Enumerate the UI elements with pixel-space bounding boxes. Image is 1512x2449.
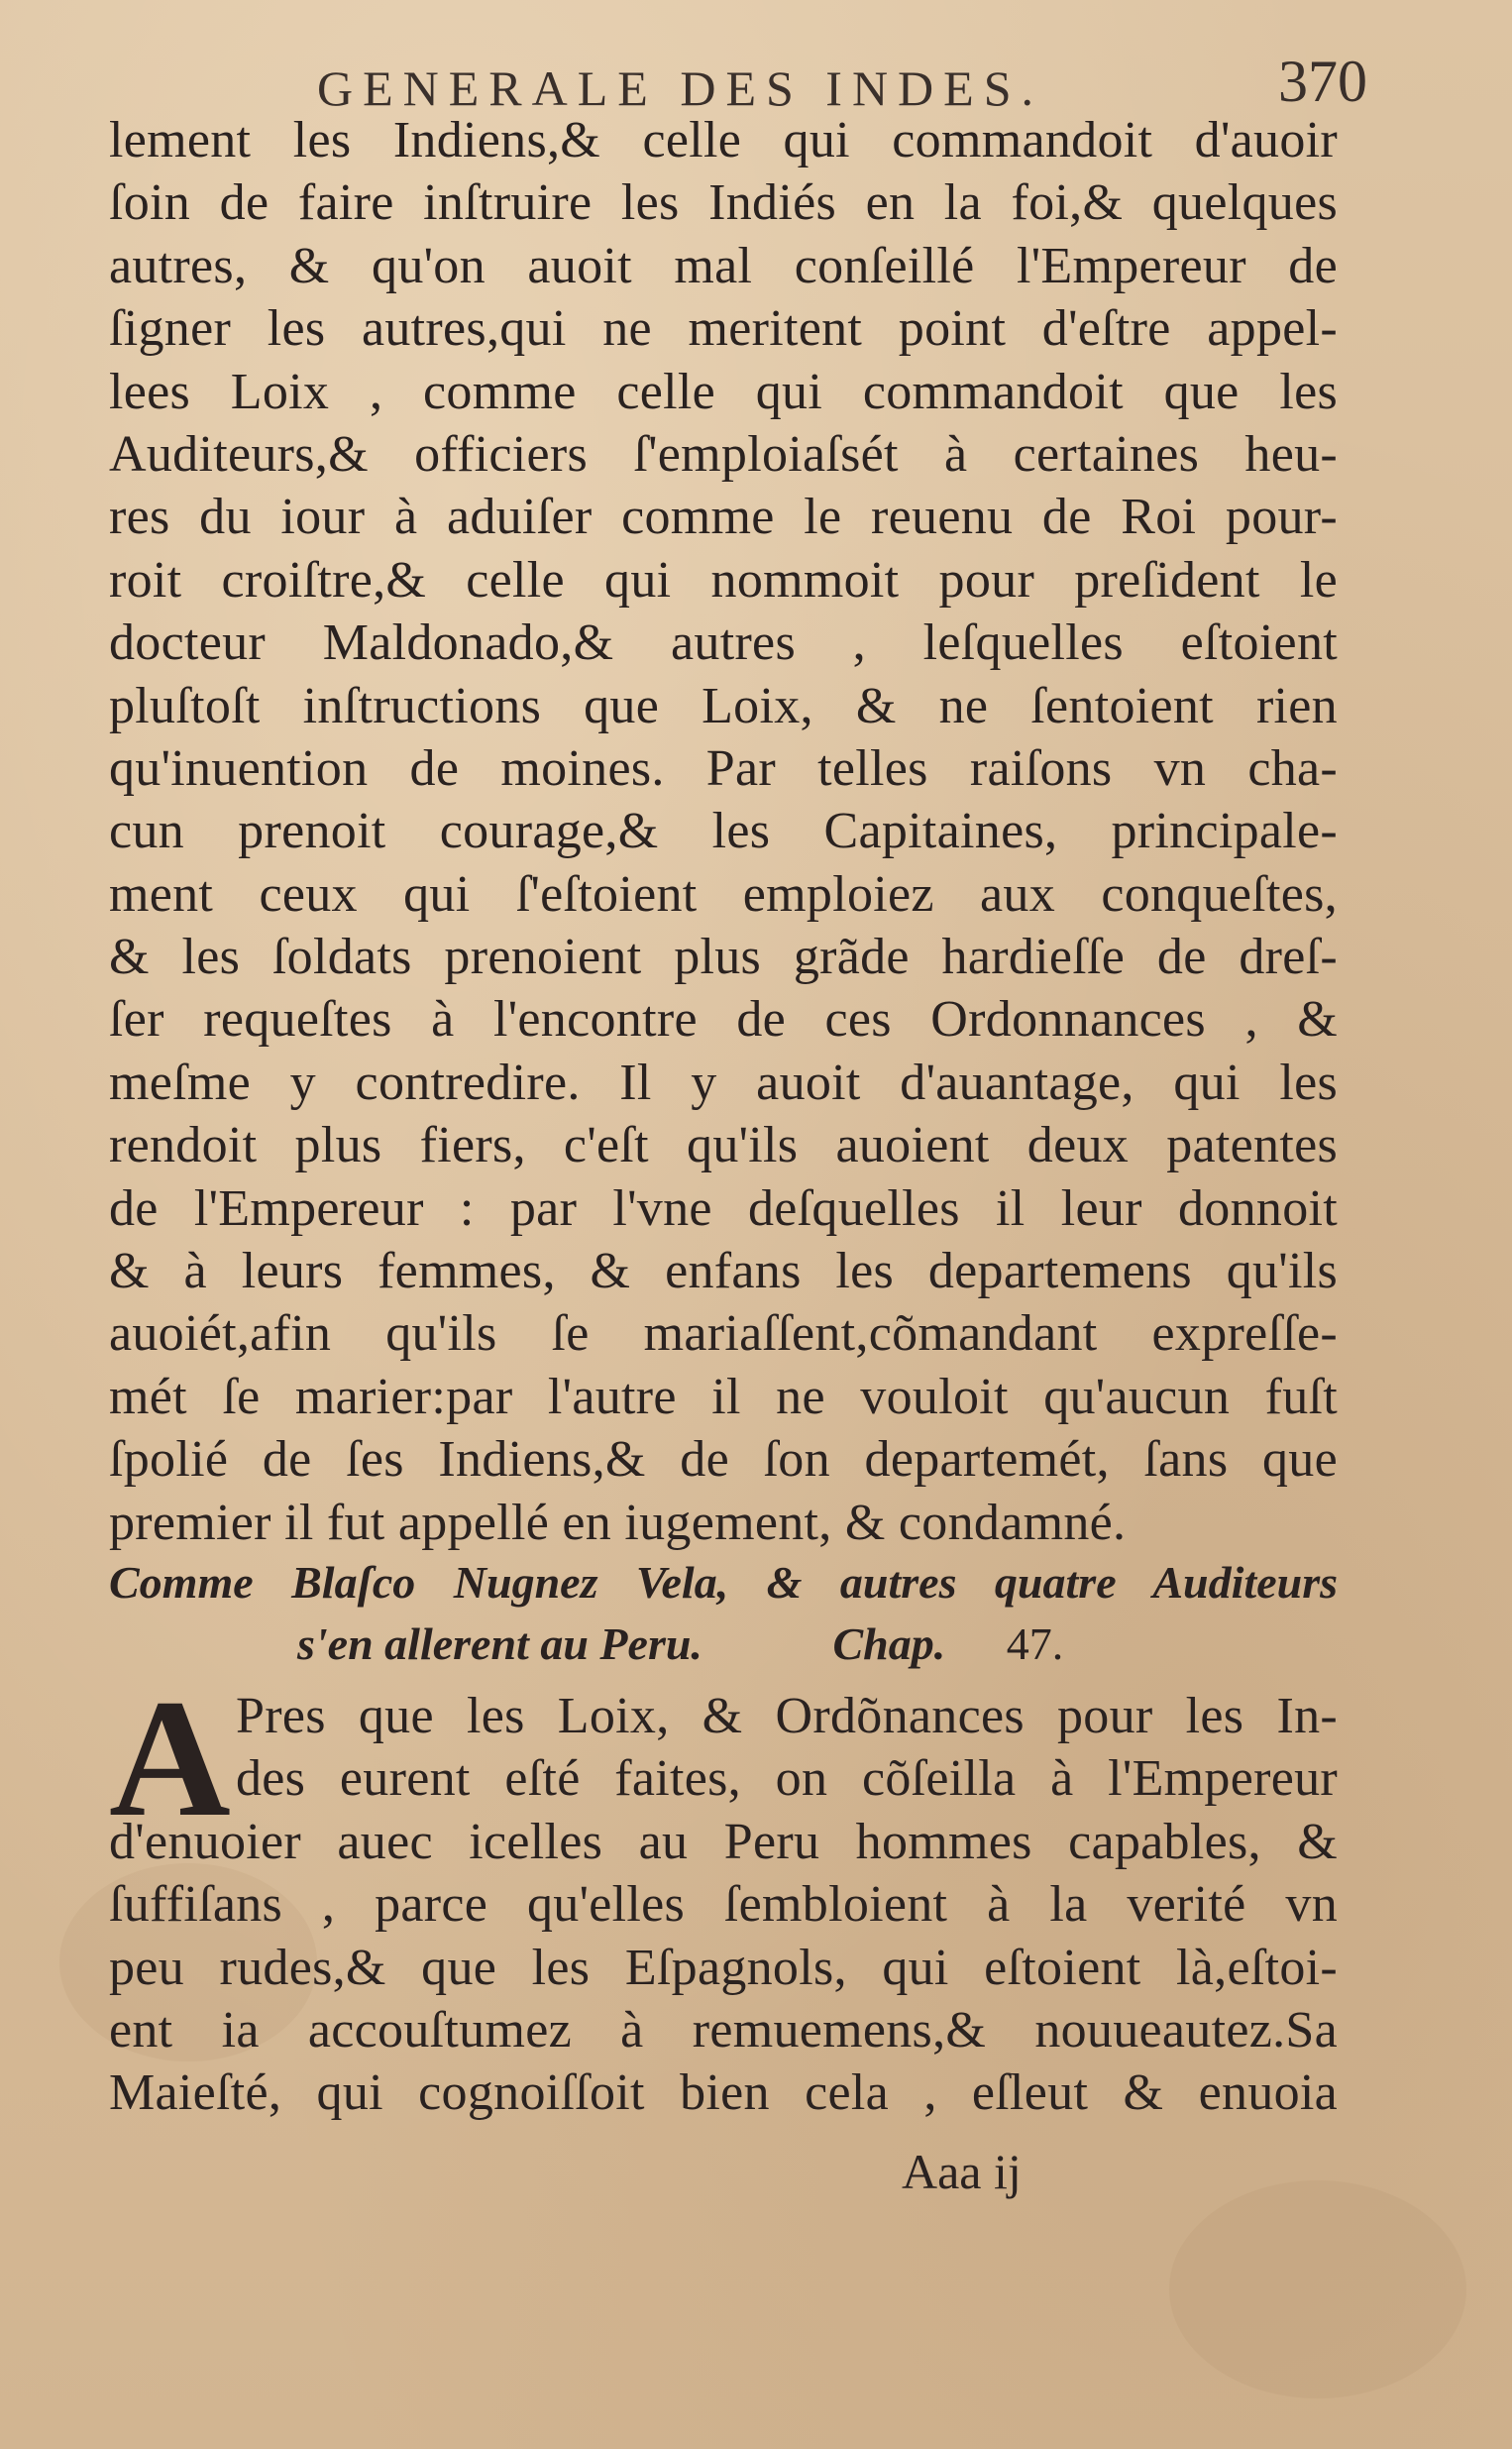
paragraph-2	[109, 1665, 1338, 2125]
text-line: autres, & qu'on auoit mal conſeillé l'Empereur de	[109, 237, 1338, 294]
paper-stain	[1169, 2180, 1466, 2398]
text-line: pluſtoſt inſtructions que Loix, & ne ſentoient rien	[109, 677, 1338, 734]
text-line: auoiét,afin qu'ils ſe mariaſſent,cõmandant expreſſe-	[109, 1305, 1338, 1363]
text-line: ſpolié de ſes Indiens,& de ſon departemét, ſans que	[109, 1431, 1338, 1489]
text-line: lement les Indiens,& celle qui commandoit d'auoir	[109, 112, 1338, 168]
text-line: ment ceux qui ſ'eſtoient emploiez aux conqueſtes,	[109, 865, 1338, 923]
paragraph-1	[109, 109, 1338, 1554]
chapter-label: Chap.	[832, 1618, 946, 1669]
text-line: de l'Empereur : par l'vne deſquelles il leur donnoit	[109, 1179, 1338, 1237]
text-line: roit croiſtre,& celle qui nommoit pour preſident le	[109, 551, 1338, 609]
chapter-title-text: s'en allerent au Peru.	[297, 1618, 702, 1669]
text-line: & à leurs femmes, & enfans les departemens qu'ils	[109, 1243, 1338, 1300]
text-line: mét ſe marier:par l'autre il ne vouloit qu'aucun fuſt	[109, 1368, 1338, 1425]
text-line: premier il fut appellé en iugement, & condamné.	[109, 1494, 1127, 1551]
text-line: Pres que les Loix, & Ordõnances pour les In-	[236, 1688, 1338, 1744]
text-line: Auditeurs,& officiers ſ'emploiaſsét à certaines heu-	[109, 425, 1338, 483]
text-line: d'enuoier auec icelles au Peru hommes capables, &	[109, 1813, 1338, 1870]
text-line: ent ia accouſtumez à remuemens,& nouueautez.Sa	[109, 2001, 1338, 2059]
text-line: lees Loix , comme celle qui commandoit que les	[109, 363, 1338, 420]
text-line: res du iour à aduiſer comme le reuenu de Roi pour-	[109, 489, 1338, 546]
text-line: des eurent eſté faites, on cõſeilla à l'Empereur	[236, 1750, 1338, 1808]
text-line: ſer requeſtes à l'encontre de ces Ordonnances , &	[109, 991, 1338, 1049]
text-line: ſuffiſans , parce qu'elles ſembloient à la verité vn	[109, 1876, 1338, 1934]
page-number: 370	[1278, 49, 1367, 114]
drop-cap: A	[109, 1665, 231, 1851]
text-line: rendoit plus fiers, c'eſt qu'ils auoient deux patentes	[109, 1117, 1338, 1174]
chapter-heading	[109, 1552, 1338, 1675]
chapter-title-line	[109, 1614, 1338, 1675]
text-line: ſigner les autres,qui ne meritent point d'eſtre appel-	[109, 300, 1338, 358]
text-line: peu rudes,& que les Eſpagnols, qui eſtoient là,eſtoi-	[109, 1939, 1338, 1996]
chapter-number: 47.	[1006, 1618, 1064, 1669]
text-line: cun prenoit courage,& les Capitaines, principale-	[109, 803, 1338, 860]
text-line: & les ſoldats prenoient plus grãde hardieſſe de dreſ-	[109, 929, 1338, 986]
text-line: docteur Maldonado,& autres , leſquelles eſtoient	[109, 614, 1338, 672]
chapter-title-line: Comme Blaſco Nugnez Vela, & autres quatre Auditeurs	[109, 1557, 1338, 1608]
text-line: ſoin de faire inſtruire les Indiés en la foi,& quelques	[109, 174, 1338, 232]
text-line: qu'inuention de moines. Par telles raiſons vn cha-	[109, 739, 1338, 797]
text-line: meſme y contredire. Il y auoit d'auantage, qui les	[109, 1054, 1338, 1111]
running-title: GENERALE DES INDES.	[317, 60, 1044, 116]
signature-mark: Aaa ij	[902, 2144, 1022, 2199]
text-line: Maieſté, qui cognoiſſoit bien cela , eſleut & enuoia	[109, 2064, 1338, 2122]
